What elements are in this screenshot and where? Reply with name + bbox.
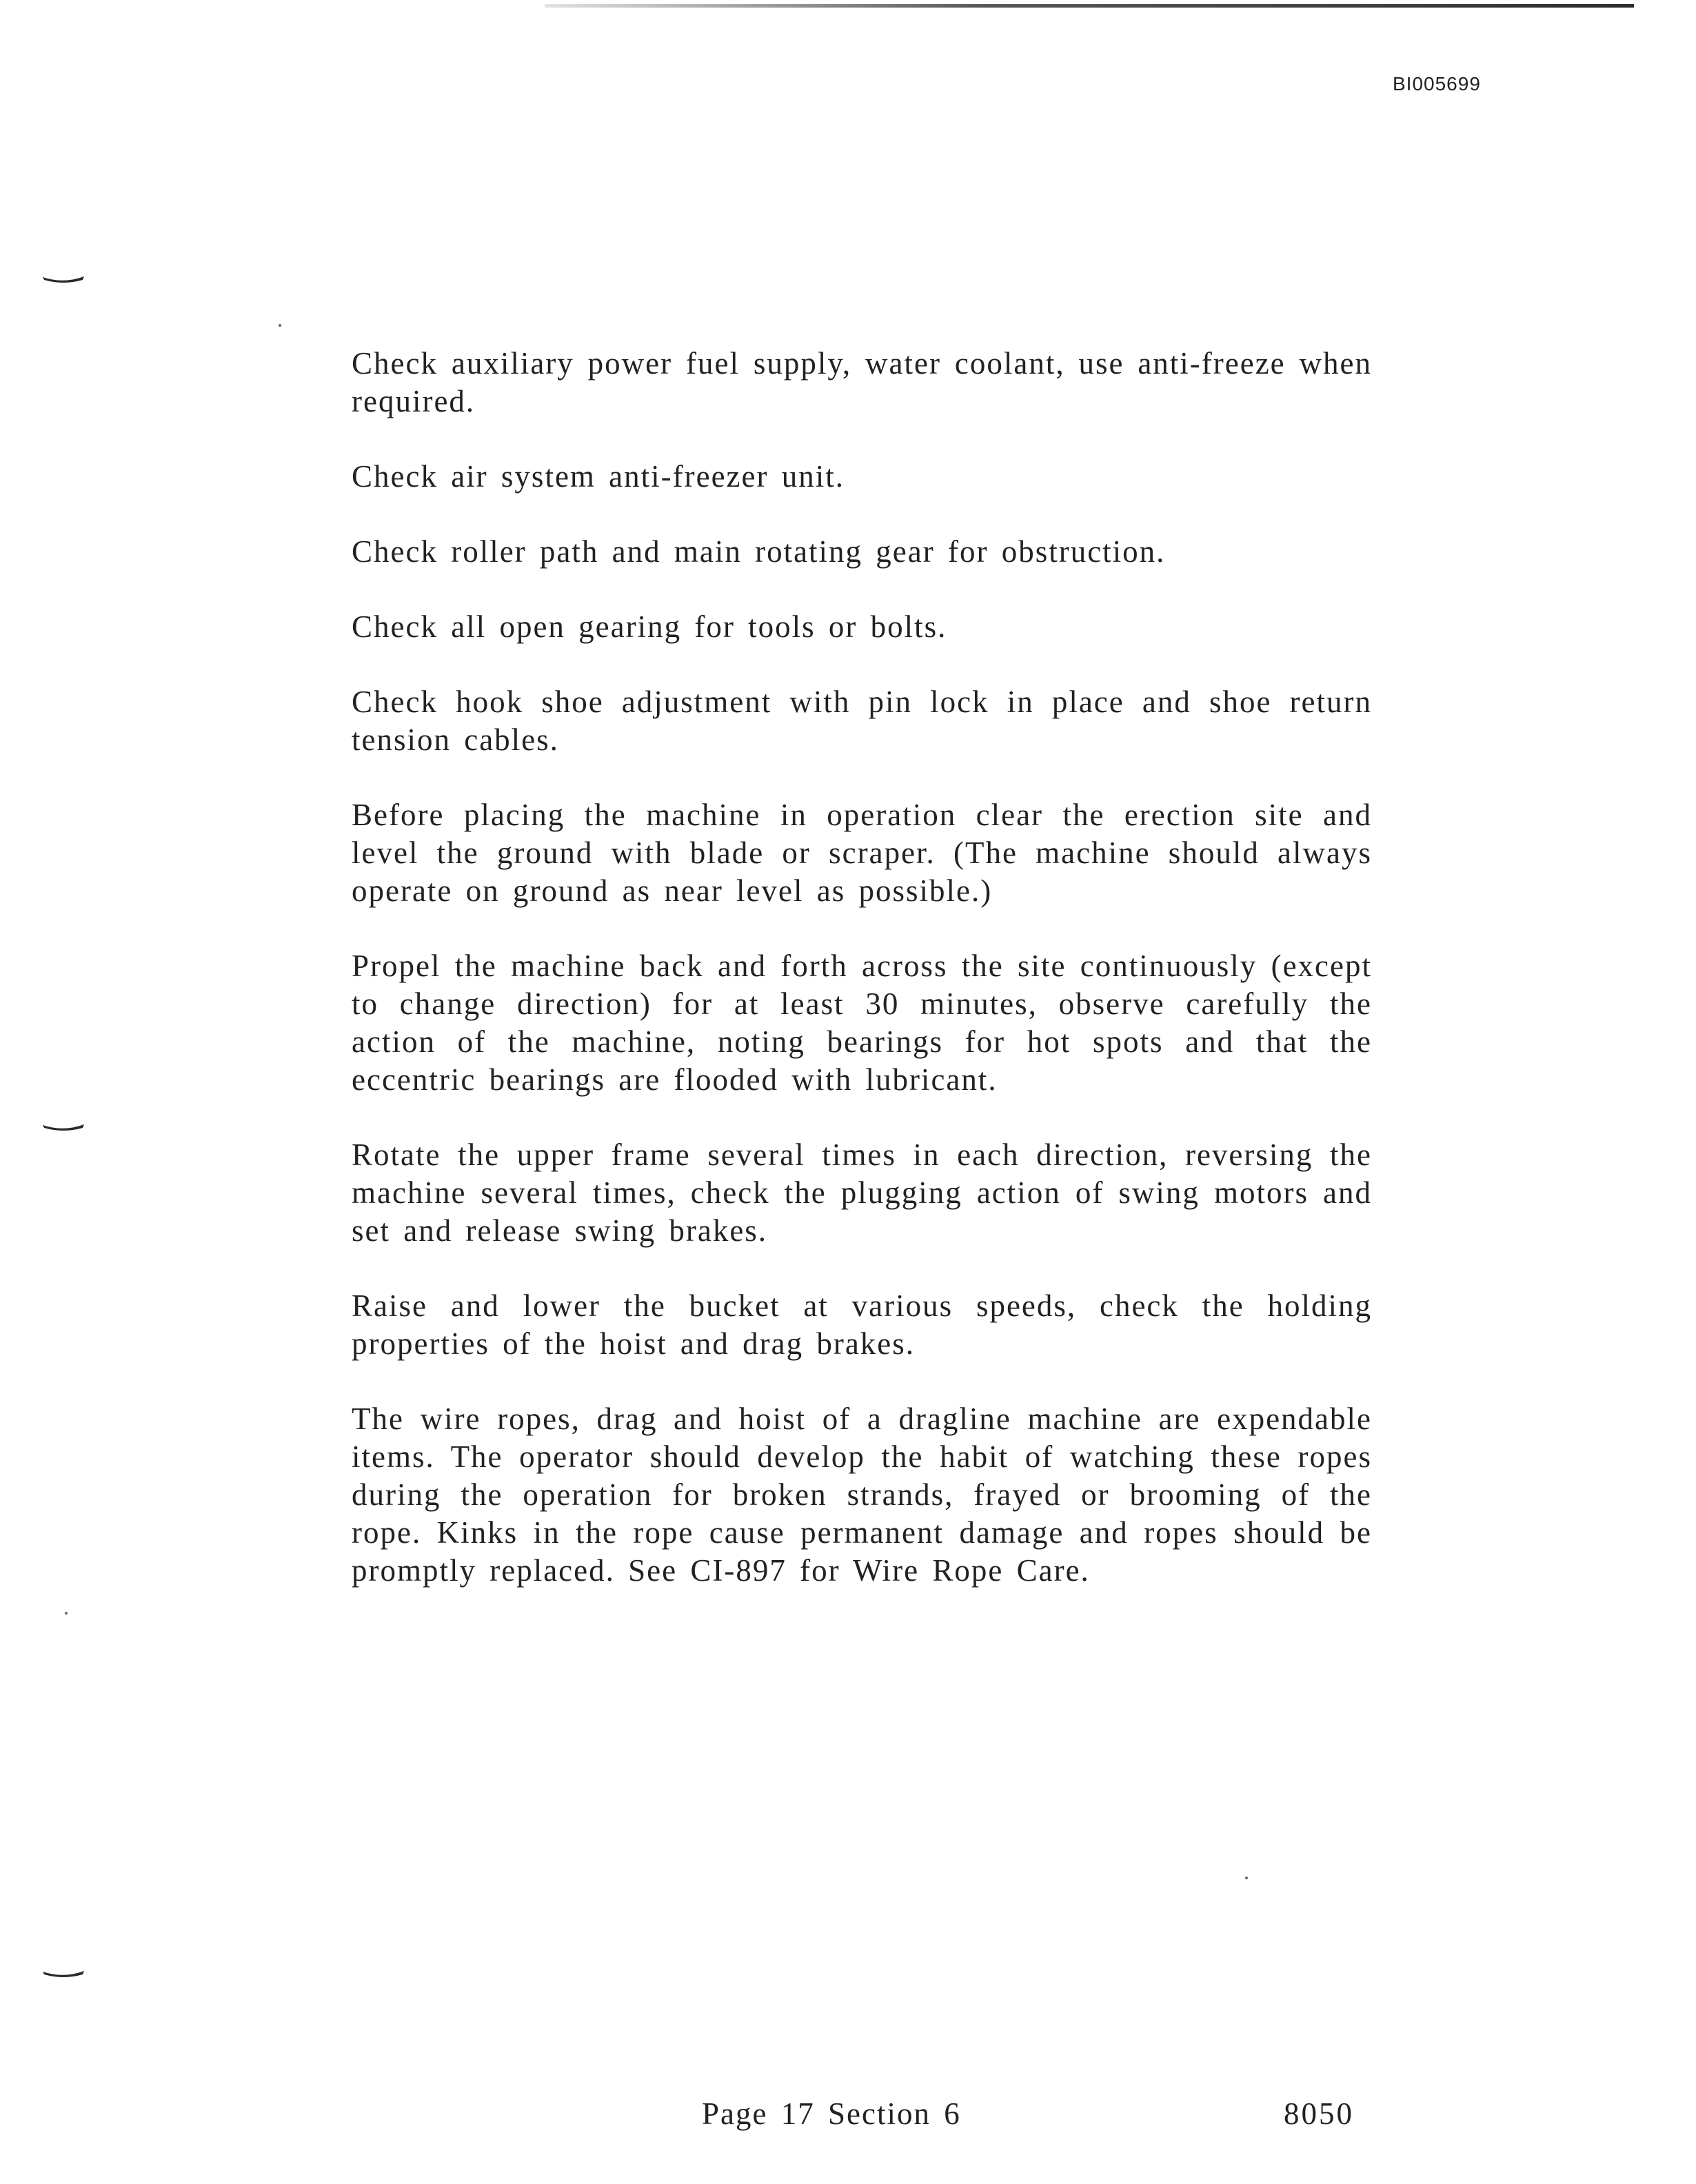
- paragraph-propel-test: Propel the machine back and forth across the site continuously (except to change direction) for at least 30 minutes, observe carefully the action of the machine, noting bearings for hot spots and that the eccentric bearings are flooded with lubricant.: [352, 949, 1372, 1097]
- paragraph-hook-shoe-check: Check hook shoe adjustment with pin lock in place and shoe return tension cables.: [352, 685, 1372, 757]
- punch-hole-mark-icon: [41, 274, 85, 284]
- punch-hole-mark-icon: [41, 1122, 85, 1132]
- paragraph-open-gearing-check: Check all open gearing for tools or bolts.: [352, 609, 947, 644]
- scan-speck: [65, 1612, 68, 1615]
- scan-speck: [279, 324, 281, 327]
- paragraph-air-system-check: Check air system anti-freezer unit.: [352, 459, 845, 494]
- paragraph-site-preparation: Before placing the machine in operation clear the erection site and level the ground with blade or scraper. (The machine should always operate on ground as near level as possible.): [352, 798, 1372, 908]
- paragraph-aux-power-check: Check auxiliary power fuel supply, water coolant, use anti-freeze when required.: [352, 346, 1372, 418]
- document-code: 8050: [1284, 2096, 1354, 2131]
- scan-speck: [1245, 1877, 1248, 1879]
- document-id: BI005699: [1393, 73, 1481, 94]
- body-text: [352, 345, 1372, 1590]
- punch-hole-mark-icon: [41, 1969, 85, 1979]
- top-edge-rule: [545, 4, 1634, 8]
- paragraph-roller-path-check: Check roller path and main rotating gear for obstruction.: [352, 534, 1166, 569]
- paragraph-rotate-test: Rotate the upper frame several times in each direction, reversing the machine several times, check the plugging action of swing motors and set and release swing brakes.: [352, 1138, 1372, 1248]
- paragraph-bucket-test: Raise and lower the bucket at various speeds, check the holding properties of the hoist and drag brakes.: [352, 1288, 1372, 1361]
- page-number: Page 17 Section 6: [702, 2096, 961, 2131]
- paragraph-wire-rope-care: The wire ropes, drag and hoist of a dragline machine are expendable items. The operator should develop the habit of watching these ropes during the operation for broken strands, frayed or brooming of the rope. Kinks in the rope cause permanent damage and ropes should be promptly replaced. See CI-897 for Wire Rope Care.: [352, 1402, 1372, 1588]
